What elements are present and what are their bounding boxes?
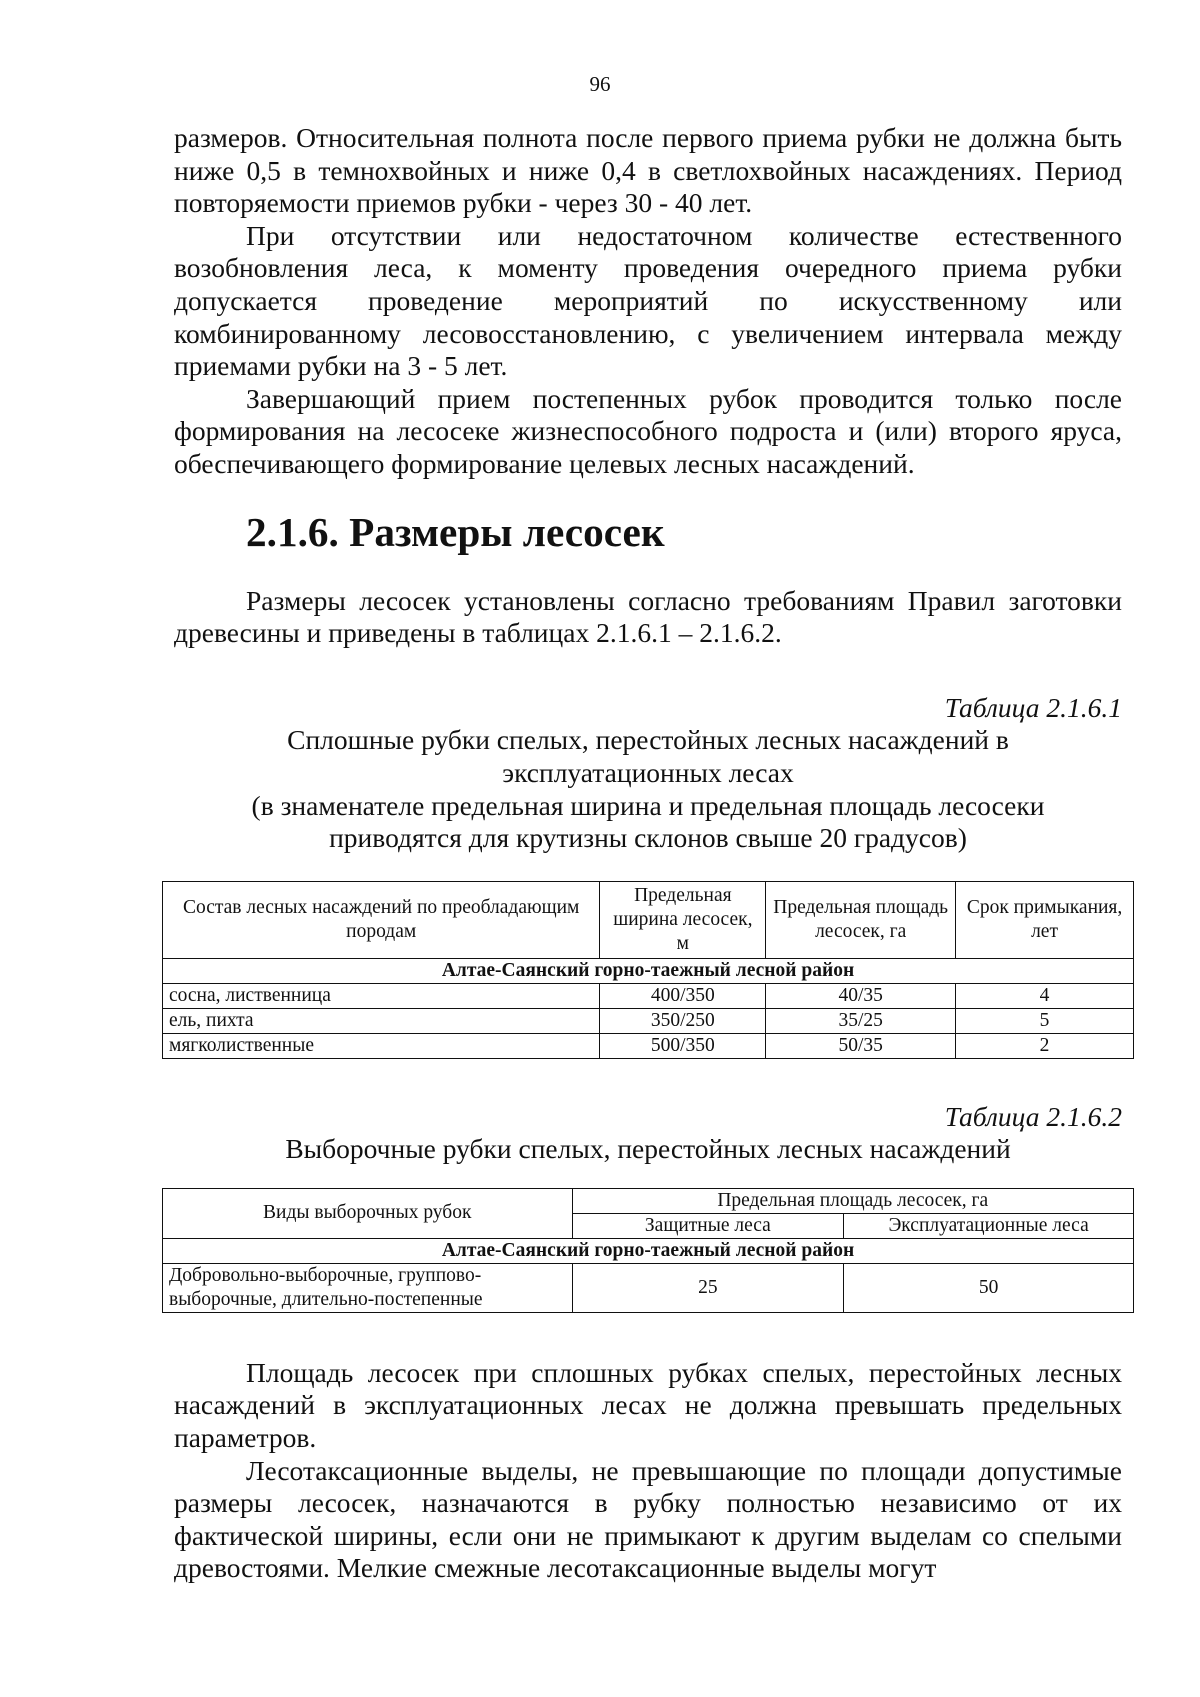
document-body <box>169 122 1123 1585</box>
cell-width: 500/350 <box>600 1033 766 1058</box>
header-width: Предельная ширина лесосек, м <box>600 881 766 958</box>
cell-area: 40/35 <box>766 983 956 1008</box>
header-cut-type: Виды выборочных рубок <box>163 1188 573 1238</box>
header-composition: Состав лесных насаждений по преобладающим породам <box>163 881 600 958</box>
table-row <box>163 983 1134 1008</box>
table1-title-line1: Сплошные рубки спелых, перестойных лесных насаждений в <box>287 724 1009 756</box>
table-region-row <box>163 958 1134 983</box>
region-name: Алтае-Саянский горно-таежный лесной район <box>163 1238 1134 1263</box>
cell-adjacency: 4 <box>956 983 1134 1008</box>
table2-label: Таблица 2.1.6.2 <box>944 1100 1122 1132</box>
paragraph-reforestation: При отсутствии или недостаточном количестве естественного возобновления леса, к моменту проведения очередного приема рубки допускается проведение мероприятий по искусственному или комбинированному лесовосстановлению, с увеличением интервала между приемами рубки на 3 - 5 лет. <box>174 219 1122 382</box>
cell-species: мягколиственные <box>163 1033 600 1058</box>
table1-title-line3: (в знаменателе предельная ширина и предельная площадь лесосеки <box>251 789 1045 821</box>
section-heading: 2.1.6. Размеры лесосек <box>246 508 665 555</box>
cell-adjacency: 5 <box>956 1008 1134 1033</box>
table-header-row <box>163 1188 1134 1213</box>
region-name: Алтае-Саянский горно-таежный лесной район <box>163 958 1134 983</box>
table-row <box>163 1033 1134 1058</box>
table1-label: Таблица 2.1.6.1 <box>944 691 1122 723</box>
cell-area: 50/35 <box>766 1033 956 1058</box>
table-row <box>163 1263 1134 1312</box>
paragraph-area-limit: Площадь лесосек при сплошных рубках спелых, перестойных лесных насаждений в эксплуатационных лесах не должна превышать предельных параметров. <box>174 1356 1122 1454</box>
header-exploitation: Эксплуатационные леса <box>844 1213 1134 1238</box>
table-header-row <box>163 881 1134 958</box>
cut-type-line1: Добровольно-выборочные, группово- <box>169 1264 482 1286</box>
paragraph-intro: Размеры лесосек установлены согласно требованиям Правил заготовки древесины и приведены в таблицах 2.1.6.1 – 2.1.6.2. <box>174 584 1122 649</box>
header-protective: Защитные леса <box>572 1213 844 1238</box>
paragraph-final-cut: Завершающий прием постепенных рубок проводится только после формирования на лесосеке жизнеспособного подроста и (или) второго яруса, обеспечивающего формирование целевых лесных насаждений. <box>174 382 1122 479</box>
cell-width: 400/350 <box>600 983 766 1008</box>
header-area: Предельная площадь лесосек, га <box>766 881 956 958</box>
cell-exploitation: 50 <box>844 1263 1134 1312</box>
table1-title-line2: эксплуатационных лесах <box>502 756 794 788</box>
cell-protective: 25 <box>572 1263 844 1312</box>
cell-width: 350/250 <box>600 1008 766 1033</box>
cell-cut-type <box>163 1263 573 1312</box>
header-max-area: Предельная площадь лесосек, га <box>572 1188 1134 1213</box>
cell-area: 35/25 <box>766 1008 956 1033</box>
table1-title-line4: приводятся для крутизны склонов свыше 20 градусов) <box>329 822 967 854</box>
cell-species: сосна, лиственница <box>163 983 600 1008</box>
cut-type-line2: выборочные, длительно-постепенные <box>169 1288 483 1310</box>
table-clear-cutting <box>162 881 1134 1059</box>
cell-adjacency: 2 <box>956 1033 1134 1058</box>
table-region-row <box>163 1238 1134 1263</box>
header-adjacency: Срок примыкания, лет <box>956 881 1134 958</box>
cell-species: ель, пихта <box>163 1008 600 1033</box>
table-selective-cutting <box>162 1188 1134 1313</box>
page-number: 96 <box>589 72 611 96</box>
paragraph-allotments: Лесотаксационные выделы, не превышающие по площади допустимые размеры лесосек, назначаются в рубку полностью независимо от их фактической ширины, если они не примыкают к другим выделам со спелыми древостоями. Мелкие смежные лесотаксационные выделы могут <box>174 1454 1122 1584</box>
table2-title: Выборочные рубки спелых, перестойных лесных насаждений <box>285 1133 1011 1165</box>
paragraph-continuation: размеров. Относительная полнота после первого приема рубки не должна быть ниже 0,5 в темнохвойных и ниже 0,4 в светлохвойных насаждениях. Период повторяемости приемов рубки - через 30 - 40 лет. <box>174 122 1122 219</box>
table-row <box>163 1008 1134 1033</box>
